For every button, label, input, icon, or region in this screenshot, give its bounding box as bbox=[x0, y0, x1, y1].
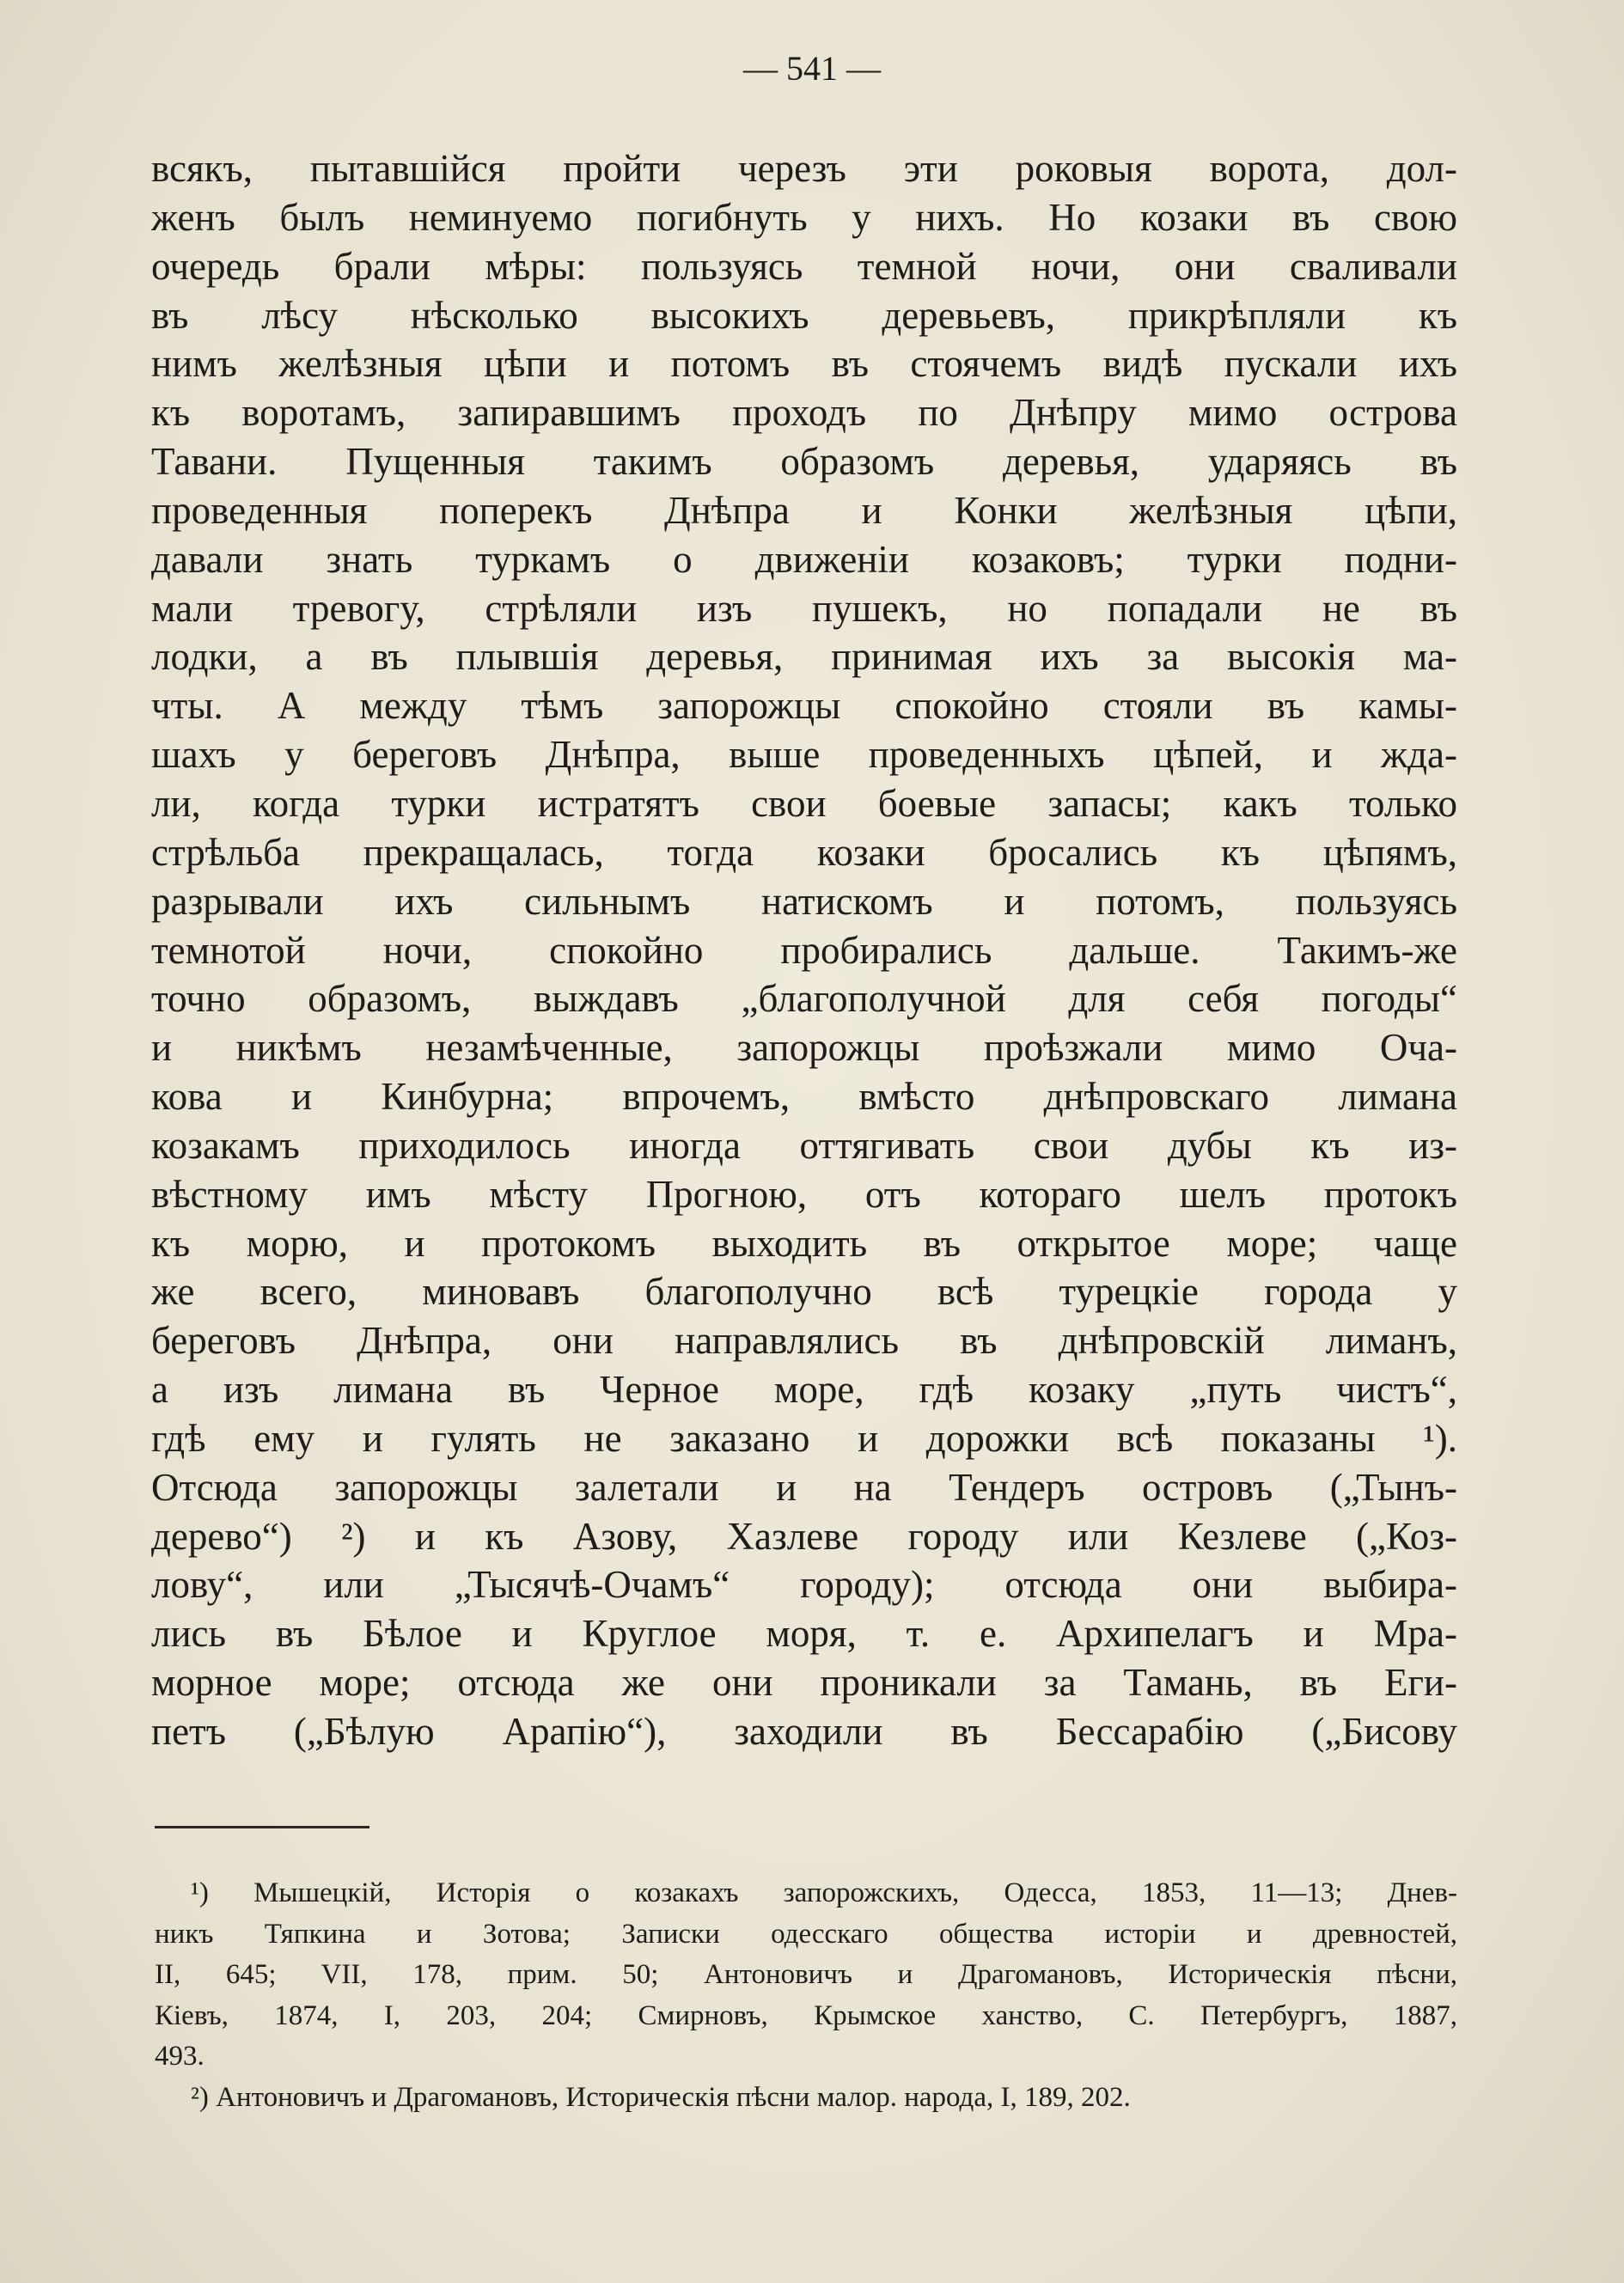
text-line: же всего, миновавъ благополучно всѣ турецкіе города у bbox=[151, 1270, 1457, 1314]
text-line: къ морю, и протокомъ выходить въ открытое море; чаще bbox=[151, 1221, 1457, 1265]
text-line: лись въ Бѣлое и Круглое моря, т. е. Архипелагъ и Мра- bbox=[151, 1612, 1457, 1656]
footnote-line: 493. bbox=[155, 2041, 205, 2072]
text-line: вѣстному имъ мѣсту Прогною, отъ котораго шелъ протокъ bbox=[151, 1172, 1457, 1216]
text-line: къ воротамъ, запиравшимъ проходъ по Днѣпру мимо острова bbox=[151, 391, 1457, 435]
text-line: всякъ, пытавшійся пройти черезъ эти роковыя ворота, дол- bbox=[151, 147, 1457, 190]
text-line: дерево“) ²) и къ Азову, Хазлеве городу или Кезлеве („Коз- bbox=[151, 1514, 1457, 1558]
text-line: въ лѣсу нѣсколько высокихъ деревьевъ, прикрѣпляли къ bbox=[151, 293, 1457, 337]
text-line: очередь брали мѣры: пользуясь темной ночи, они сваливали bbox=[151, 244, 1457, 288]
text-line: стрѣльба прекращалась, тогда козаки бросались къ цѣпямъ, bbox=[151, 830, 1457, 874]
text-line: морное море; отсюда же они проникали за Тамань, въ Еги- bbox=[151, 1661, 1457, 1705]
footnote-line: никъ Тяпкина и Зотова; Записки одесскаго общества исторіи и древностей, bbox=[155, 1918, 1457, 1950]
text-line: темнотой ночи, спокойно пробирались дальше. Такимъ-же bbox=[151, 928, 1457, 972]
text-line: мали тревогу, стрѣляли изъ пушекъ, но попадали не въ bbox=[151, 586, 1457, 630]
text-line: гдѣ ему и гулять не заказано и дорожки всѣ показаны ¹). bbox=[151, 1416, 1457, 1460]
text-line: береговъ Днѣпра, они направлялись въ днѣпровскій лиманъ, bbox=[151, 1319, 1457, 1363]
text-line: нимъ желѣзныя цѣпи и потомъ въ стоячемъ видѣ пускали ихъ bbox=[151, 342, 1457, 386]
text-line: и никѣмъ незамѣченные, запорожцы проѣзжали мимо Оча- bbox=[151, 1026, 1457, 1070]
footnote-line: Кіевъ, 1874, I, 203, 204; Смирновъ, Крымское ханство, С. Петербургъ, 1887, bbox=[155, 1999, 1457, 2031]
text-line: кова и Кинбурна; впрочемъ, вмѣсто днѣпровскаго лимана bbox=[151, 1075, 1457, 1119]
text-line: шахъ у береговъ Днѣпра, выше проведенныхъ цѣпей, и жда- bbox=[151, 733, 1457, 777]
main-text bbox=[151, 144, 1457, 1756]
footnote-line: ¹) Мышецкій, Исторія о козакахъ запорожскихъ, Одесса, 1853, 11—13; Днев- bbox=[191, 1877, 1457, 1908]
text-line: лову“, или „Тысячѣ-Очамъ“ городу); отсюда они выбира- bbox=[151, 1563, 1457, 1607]
text-line: точно образомъ, выждавъ „благополучной для себя погоды“ bbox=[151, 977, 1457, 1021]
text-line: Тавани. Пущенныя такимъ образомъ деревья, ударяясь въ bbox=[151, 440, 1457, 484]
text-line: козакамъ приходилось иногда оттягивать свои дубы къ из- bbox=[151, 1123, 1457, 1167]
footnote-line: II, 645; VII, 178, прим. 50; Антоновичъ и Драгомановъ, Историческія пѣсни, bbox=[155, 1959, 1457, 1990]
footnotes bbox=[155, 1873, 1457, 2118]
text-line: лодки, а въ плывшія деревья, принимая ихъ за высокія ма- bbox=[151, 635, 1457, 679]
text-line: проведенныя поперекъ Днѣпра и Конки желѣзныя цѣпи, bbox=[151, 488, 1457, 532]
text-line: женъ былъ неминуемо погибнуть у нихъ. Но козаки въ свою bbox=[151, 195, 1457, 239]
text-line: Отсюда запорожцы залетали и на Тендеръ островъ („Тынъ- bbox=[151, 1465, 1457, 1509]
text-line: ли, когда турки истратятъ свои боевые запасы; какъ только bbox=[151, 781, 1457, 825]
text-line: давали знать туркамъ о движеніи козаковъ; турки подни- bbox=[151, 537, 1457, 581]
text-line: а изъ лимана въ Черное море, гдѣ козаку „путь чистъ“, bbox=[151, 1368, 1457, 1412]
page-number: — 541 — bbox=[743, 49, 881, 88]
footnote-divider bbox=[155, 1826, 369, 1828]
text-line: чты. А между тѣмъ запорожцы спокойно стояли въ камы- bbox=[151, 684, 1457, 728]
text-line: петъ („Бѣлую Арапію“), заходили въ Бессарабію („Бисову bbox=[151, 1710, 1457, 1753]
footnote-line: ²) Антоновичъ и Драгомановъ, Историческія пѣсни малор. народа, I, 189, 202. bbox=[191, 2081, 1131, 2113]
text-line: разрывали ихъ сильнымъ натискомъ и потомъ, пользуясь bbox=[151, 879, 1457, 923]
